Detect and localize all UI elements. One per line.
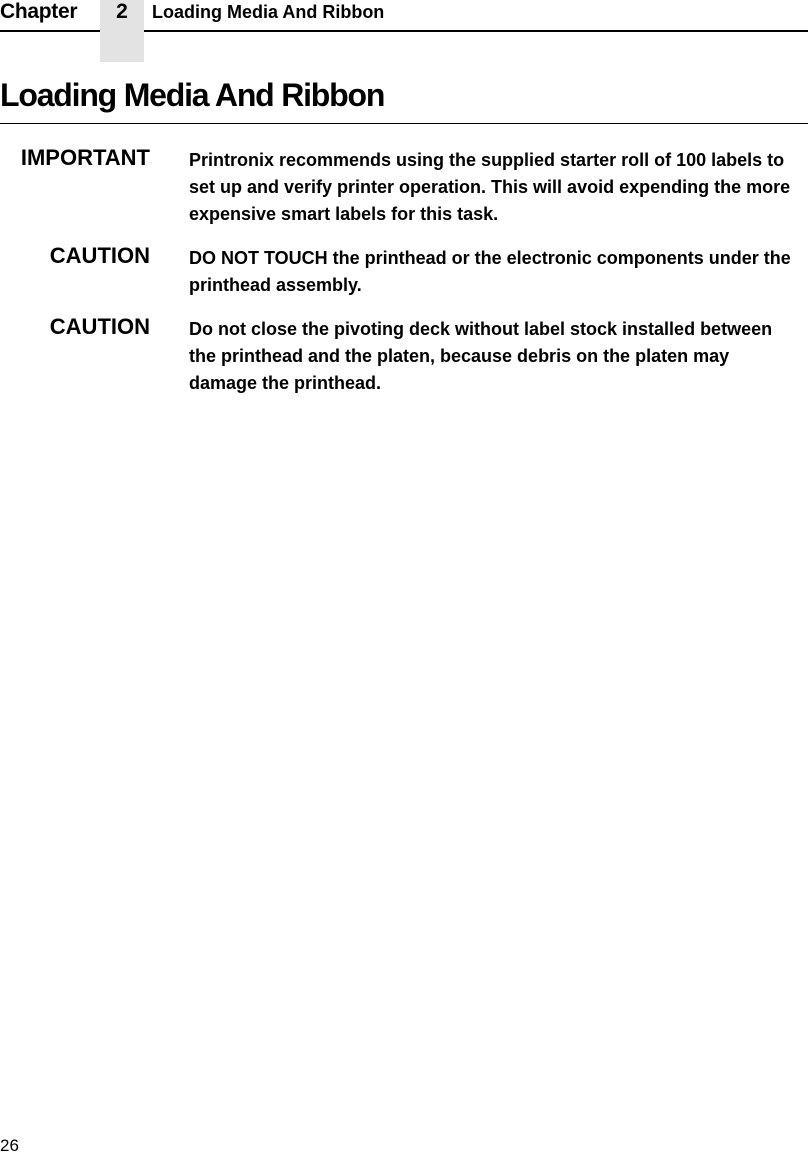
notice-text: DO NOT TOUCH the printhead or the electronic components under the printhead assembly. bbox=[189, 248, 791, 295]
header-title: Loading Media And Ribbon bbox=[152, 2, 385, 22]
notice-label: CAUTION bbox=[49, 243, 150, 268]
notice-label: CAUTION bbox=[49, 314, 150, 339]
notice-label: IMPORTANT bbox=[20, 145, 150, 170]
title-rule bbox=[0, 123, 808, 124]
chapter-label: Chapter bbox=[0, 0, 78, 23]
chapter-number: 2 bbox=[116, 0, 128, 23]
chapter-tab bbox=[100, 0, 144, 62]
page-title: Loading Media And Ribbon bbox=[0, 77, 385, 113]
running-header bbox=[0, 0, 808, 32]
notice-text: Printronix recommends using the supplied starter roll of 100 labels to set up and verify printer operation. This will avoid expending the more expensive smart labels for this task. bbox=[189, 150, 791, 224]
notice-text: Do not close the pivoting deck without label stock installed between the printhead and the platen, because debris on the platen may damage the printhead. bbox=[189, 319, 773, 393]
page-number: 26 bbox=[0, 1136, 19, 1155]
